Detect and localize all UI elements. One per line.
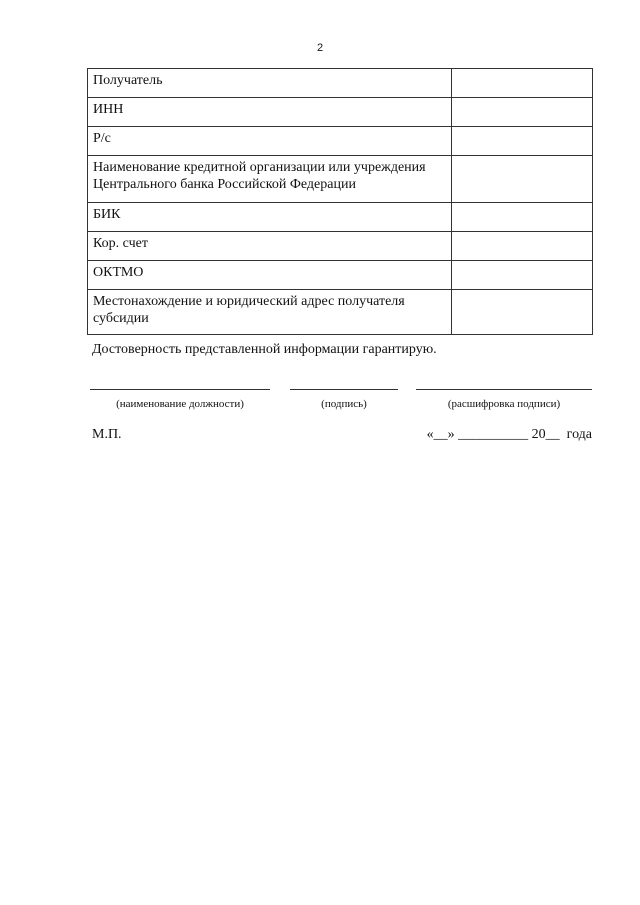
assurance-statement: Достоверность представленной информации гарантирую.	[92, 342, 437, 357]
table-row	[88, 232, 593, 261]
row-value-bank-name	[451, 156, 592, 203]
decoding-caption: (расшифровка подписи)	[447, 398, 561, 410]
row-value-oktmo	[451, 261, 592, 290]
row-label-inn: ИНН	[88, 98, 452, 127]
row-label-corr-account: Кор. счет	[88, 232, 452, 261]
decoding-signature-line	[416, 389, 592, 390]
table-row	[88, 127, 593, 156]
position-caption: (наименование должности)	[116, 398, 244, 410]
signature-line	[290, 389, 398, 390]
row-value-account	[451, 127, 592, 156]
row-label-address: Местонахождение и юридический адрес получателя субсидии	[88, 290, 452, 335]
table-row	[88, 69, 593, 98]
table-row	[88, 156, 593, 203]
row-label-account: Р/с	[88, 127, 452, 156]
row-value-address	[451, 290, 592, 335]
row-label-bik: БИК	[88, 203, 452, 232]
row-value-corr-account	[451, 232, 592, 261]
row-value-inn	[451, 98, 592, 127]
row-value-recipient	[451, 69, 592, 98]
date-line: «__» __________ 20__ года	[426, 427, 592, 442]
table-row	[88, 261, 593, 290]
page-number: 2	[316, 42, 324, 54]
table-row	[88, 290, 593, 335]
row-value-bik	[451, 203, 592, 232]
stamp-label: М.П.	[92, 427, 122, 442]
recipient-details-table	[87, 68, 593, 335]
row-label-bank-name: Наименование кредитной организации или учреждения Центрального банка Российской Федерации	[88, 156, 452, 203]
table-row	[88, 98, 593, 127]
row-label-recipient: Получатель	[88, 69, 452, 98]
signature-caption: (подпись)	[321, 398, 367, 410]
row-label-oktmo: ОКТМО	[88, 261, 452, 290]
table-row	[88, 203, 593, 232]
position-signature-line	[90, 389, 270, 390]
